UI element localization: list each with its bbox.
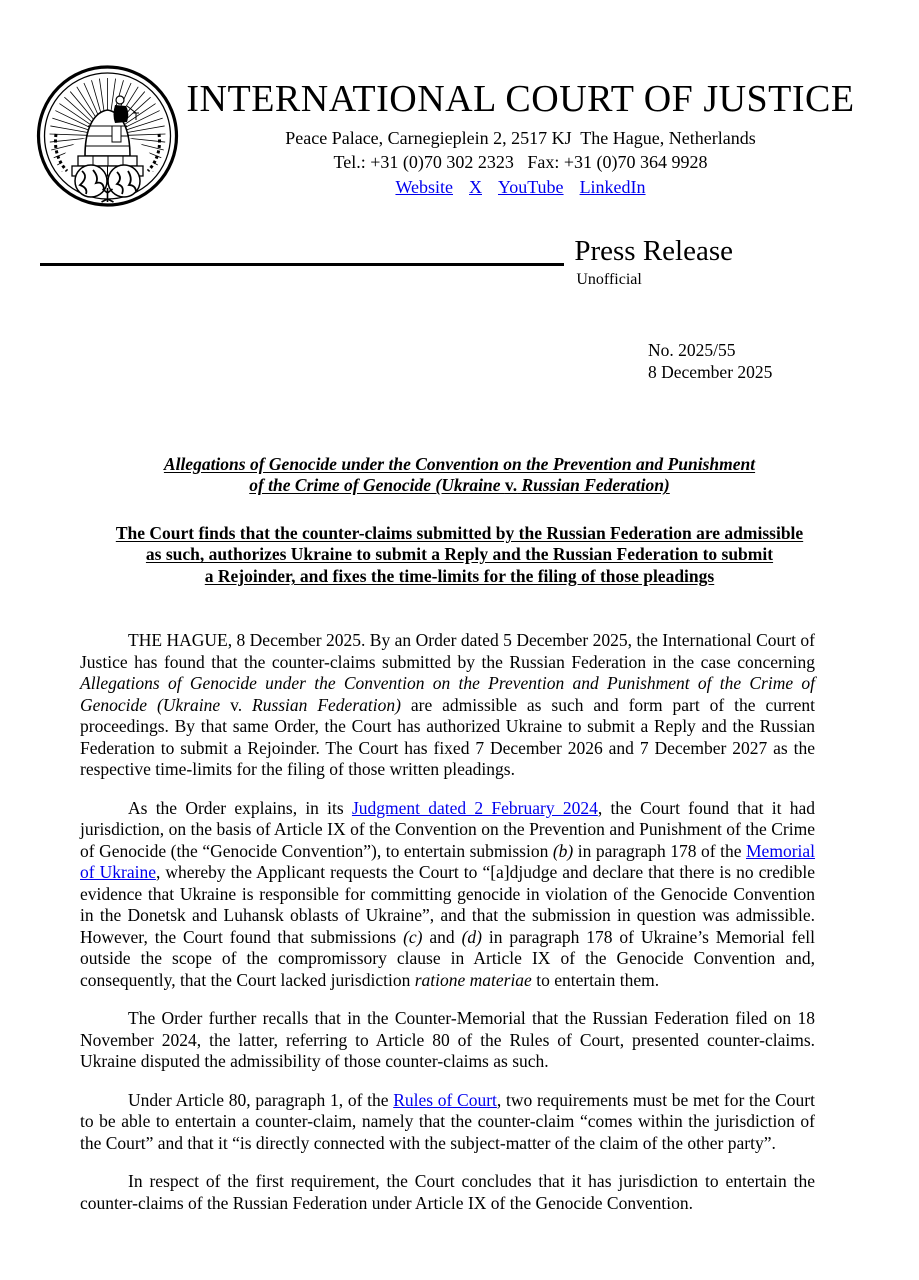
release-date: 8 December 2025 [648,361,773,382]
body-paragraphs [80,630,815,1214]
case-title [0,454,919,497]
text-segment: to entertain them. [531,969,660,990]
text-segment: The Order further recalls that in the Counter-Memorial that the Russian Federation filed on 18 November 2024, the latter, referring to Article 80 of the Rules of Court, presented counter-claims. Ukraine disputed the admissibility of those counter-claims as such. [80,1008,815,1072]
text-segment: ratione materiae [414,969,532,990]
decision-heading [0,523,919,588]
text-segment: , the Court found that it had jurisdiction, on the basis of Article IX of the Convention on the Prevention and Punishment of the Crime of Genocide (the “Genocide Convention”), to entertain submission [80,797,815,861]
paragraph [80,1171,815,1214]
text-segment: v. [230,694,252,715]
text-segment: in paragraph 178 of the [573,840,746,861]
press-release-title: Press Release [574,235,733,267]
text-segment: In respect of the first requirement, the Court concludes that it has jurisdiction to entertain the counter-claims of the Russian Federation under Article IX of the Genocide Convention. [80,1171,815,1213]
text-segment: Allegations of Genocide under the Convention on the Prevention and Punishment [163,453,756,474]
inline-link[interactable]: Judgment dated 2 February 2024 [351,797,598,818]
text-segment: , whereby the Applicant requests the Court to “[a]djudge and declare that there is no credible evidence that Ukraine is responsible for committing genocide in violation of the Genocide Convention in the Donetsk and Luhansk oblasts of Ukraine”, and that the submission in question was admissible. However, the Court found that submissions [80,862,815,947]
text-segment: Allegations of Genocide under the Convention on the Prevention and Punishment of the Crime of Genocide (Ukraine [80,673,815,715]
text-segment: THE HAGUE, 8 December 2025. By an Order dated 5 December 2025, the International Court of Justice has found that the counter-claims submitted by the Russian Federation in the case concerning [80,630,815,672]
text-segment: Russian Federation) [252,694,401,715]
case-title-line-1 [164,454,755,474]
text-segment: (d) [461,926,482,947]
inline-link[interactable]: Rules of Court [393,1089,497,1110]
text-segment: and [422,926,462,947]
text-segment: (b) [552,840,574,861]
text-segment: Russian Federation) [517,475,670,496]
reference-block [648,339,919,383]
text-segment: of the Crime of Genocide (Ukraine [249,475,505,496]
contact-line: Tel.: +31 (0)70 302 2323 Fax: +31 (0)70 364 9928 [333,151,708,172]
document-header [0,0,919,212]
paragraph [80,630,815,781]
decision-heading-line-3: a Rejoinder, and fixes the time-limits for the filing of those pleadings [204,565,715,586]
paragraph [80,798,815,992]
text-segment: As the Order explains, in its [128,797,352,818]
organization-title: INTERNATIONAL COURT OF JUSTICE [186,78,855,120]
banner-text-block [574,236,733,289]
inline-link[interactable]: Memorial of Ukraine [80,840,816,883]
text-segment: are admissible as such and form part of the current proceedings. By that same Order, the Court has authorized Ukraine to submit a Reply and the Russian Federation to submit a Rejoinder. The Court has fixed 7 December 2026 and 7 December 2027 as the respective time-limits for the filing of those written pleadings. [80,694,816,780]
text-segment: in paragraph 178 of Ukraine’s Memorial fell outside the scope of the compromissory clause in Article IX of the Genocide Convention and, consequently, that the Court lacked jurisdiction [80,926,816,990]
paragraph [80,1008,815,1073]
website-link[interactable]: Website [395,176,453,197]
press-release-banner [40,236,733,289]
paragraph [80,1090,815,1155]
text-segment: , two requirements must be met for the Court to be able to entertain a counter-claim, namely that the counter-claim “comes within the jurisdiction of the Court” and that it “is directly connected with the subject-matter of the claim of the other party”. [80,1089,815,1153]
icj-seal-icon [35,62,180,212]
address-line: Peace Palace, Carnegieplein 2, 2517 KJ The Hague, Netherlands [285,127,756,148]
x-link[interactable]: X [469,176,482,197]
decision-heading-line-2: as such, authorizes Ukraine to submit a Reply and the Russian Federation to submit [145,544,774,565]
social-links [180,177,861,198]
text-segment: Under Article 80, paragraph 1, of the [128,1089,394,1110]
youtube-link[interactable]: YouTube [498,176,564,197]
banner-rule [40,236,564,266]
decision-heading-line-1: The Court finds that the counter-claims submitted by the Russian Federation are admissible [115,522,804,543]
case-title-line-2 [249,475,670,495]
text-segment: v. [504,475,518,496]
unofficial-label: Unofficial [576,270,642,288]
release-number: No. 2025/55 [648,339,736,360]
linkedin-link[interactable]: LinkedIn [579,176,646,197]
header-text-block [180,62,861,198]
text-segment: (c) [403,926,423,947]
